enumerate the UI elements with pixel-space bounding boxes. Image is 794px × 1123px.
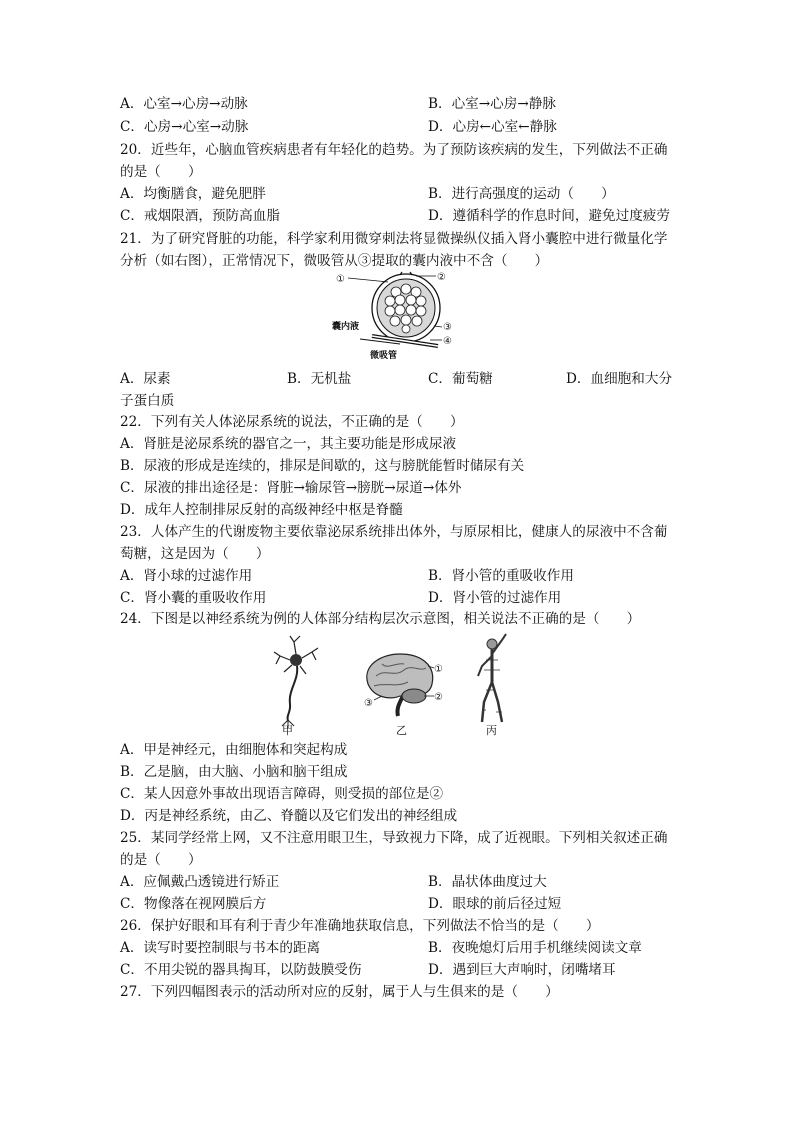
q23-option-b: B．肾小管的重吸收作用	[428, 568, 574, 584]
q27-stem: 27．下列四幅图表示的活动所对应的反射，属于人与生俱来的是（ ）	[120, 984, 559, 1000]
fig24-label-2: ②	[434, 692, 443, 703]
fig21-label-pipette: 微吸管	[370, 351, 398, 361]
q20-option-d: D．遵循科学的作息时间，避免过度疲劳	[428, 208, 670, 224]
q22-option-d: D．成年人控制排尿反射的高级神经中枢是脊髓	[120, 502, 403, 518]
q26-option-c: C．不用尖锐的器具掏耳，以防鼓膜受伤	[120, 962, 362, 978]
q24-option-b: B．乙是脑，由大脑、小脑和脑干组成	[120, 764, 348, 780]
q24-option-a: A．甲是神经元，由细胞体和突起构成	[120, 742, 348, 758]
q20-option-b: B．进行高强度的运动（ ）	[428, 186, 615, 202]
fig21-label-4: ④	[443, 336, 452, 347]
q22-stem: 22．下列有关人体泌尿系统的说法，不正确的是（ ）	[120, 414, 464, 430]
q25-option-c: C．物像落在视网膜后方	[120, 896, 267, 912]
q22-option-b: B．尿液的形成是连续的，排尿是间歇的，这与膀胱能暂时储尿有关	[120, 458, 525, 474]
brain-drawing	[364, 654, 443, 737]
q22-option-a: A．肾脏是泌尿系统的器官之一，其主要功能是形成尿液	[120, 436, 457, 452]
q19-option-c: C．心房→心室→动脉	[120, 119, 249, 135]
q24-stem: 24．下图是以神经系统为例的人体部分结构层次示意图，相关说法不正确的是（ ）	[120, 611, 641, 627]
q20-stem-line2: 的是（ ）	[120, 164, 202, 180]
q19-option-b: B．心室→心房→静脉	[428, 96, 556, 112]
fig21-label-fluid: 囊内液	[332, 322, 360, 332]
kidney-capsule-figure	[330, 270, 465, 362]
q25-stem-line2: 的是（ ）	[120, 852, 202, 868]
q23-stem-line2: 萄糖，这是因为（ ）	[120, 546, 270, 562]
q26-option-d: D．遇到巨大声响时，闭嘴堵耳	[428, 962, 616, 978]
fig24-label-bing: 丙	[486, 724, 497, 737]
q26-option-a: A．读写时要控制眼与书本的距离	[120, 940, 321, 956]
q23-option-d: D．肾小管的过滤作用	[428, 590, 562, 606]
fig24-label-jia: 甲	[282, 724, 293, 737]
fig21-label-3: ③	[443, 322, 452, 333]
q21-option-d-line1: D．血细胞和大分	[566, 371, 673, 387]
nervous-system-figure	[270, 630, 520, 738]
fig24-label-1: ①	[434, 664, 443, 675]
q26-stem: 26．保护好眼和耳有利于青少年准确地获取信息，下列做法不恰当的是（ ）	[120, 918, 600, 934]
q21-option-c: C．葡萄糖	[428, 371, 493, 387]
fig21-label-1: ①	[336, 274, 345, 285]
q19-option-d: D．心房←心室←静脉	[428, 119, 557, 135]
q20-stem-line1: 20．近些年，心脑血管疾病患者有年轻化的趋势。为了预防该疾病的发生，下列做法不正确	[120, 142, 668, 158]
q25-option-b: B．晶状体曲度过大	[428, 874, 547, 890]
q25-option-a: A．应佩戴凸透镜进行矫正	[120, 874, 280, 890]
q24-option-c: C．某人因意外事故出现语言障碍，则受损的部位是②	[120, 786, 444, 802]
q23-option-a: A．肾小球的过滤作用	[120, 568, 253, 584]
q20-option-a: A．均衡膳食，避免肥胖	[120, 186, 266, 202]
q21-option-a: A．尿素	[120, 371, 171, 387]
fig24-label-yi: 乙	[396, 724, 407, 737]
human-figure-drawing	[478, 634, 506, 737]
q23-stem-line1: 23．人体产生的代谢废物主要依靠泌尿系统排出体外，与原尿相比，健康人的尿液中不含葡	[120, 524, 668, 540]
q21-option-b: B．无机盐	[287, 371, 352, 387]
q26-option-b: B．夜晚熄灯后用手机继续阅读文章	[428, 940, 642, 956]
q20-option-c: C．戒烟限酒，预防高血脂	[120, 208, 280, 224]
fig24-label-3: ③	[364, 698, 373, 709]
q23-option-c: C．肾小囊的重吸收作用	[120, 590, 267, 606]
q22-option-c: C．尿液的排出途径是：肾脏→输尿管→膀胱→尿道→体外	[120, 480, 462, 496]
q21-option-d-line2: 子蛋白质	[120, 393, 175, 409]
q21-stem-line2: 分析（如右图），正常情况下，微吸管从③提取的囊内液中不含（ ）	[120, 253, 549, 269]
q25-stem-line1: 25．某同学经常上网，又不注意用眼卫生，导致视力下降，成了近视眼。下列相关叙述正确	[120, 830, 668, 846]
q25-option-d: D．眼球的前后径过短	[428, 896, 562, 912]
q24-option-d: D．丙是神经系统，由乙、脊髓以及它们发出的神经组成	[120, 808, 458, 824]
q21-stem-line1: 21．为了研究肾脏的功能，科学家利用微穿刺法将显微操纵仪插入肾小囊腔中进行微量化学	[120, 231, 668, 247]
fig21-label-2: ②	[437, 272, 446, 283]
neuron-drawing	[274, 636, 318, 737]
q19-option-a: A．心室→心房→动脉	[120, 96, 248, 112]
